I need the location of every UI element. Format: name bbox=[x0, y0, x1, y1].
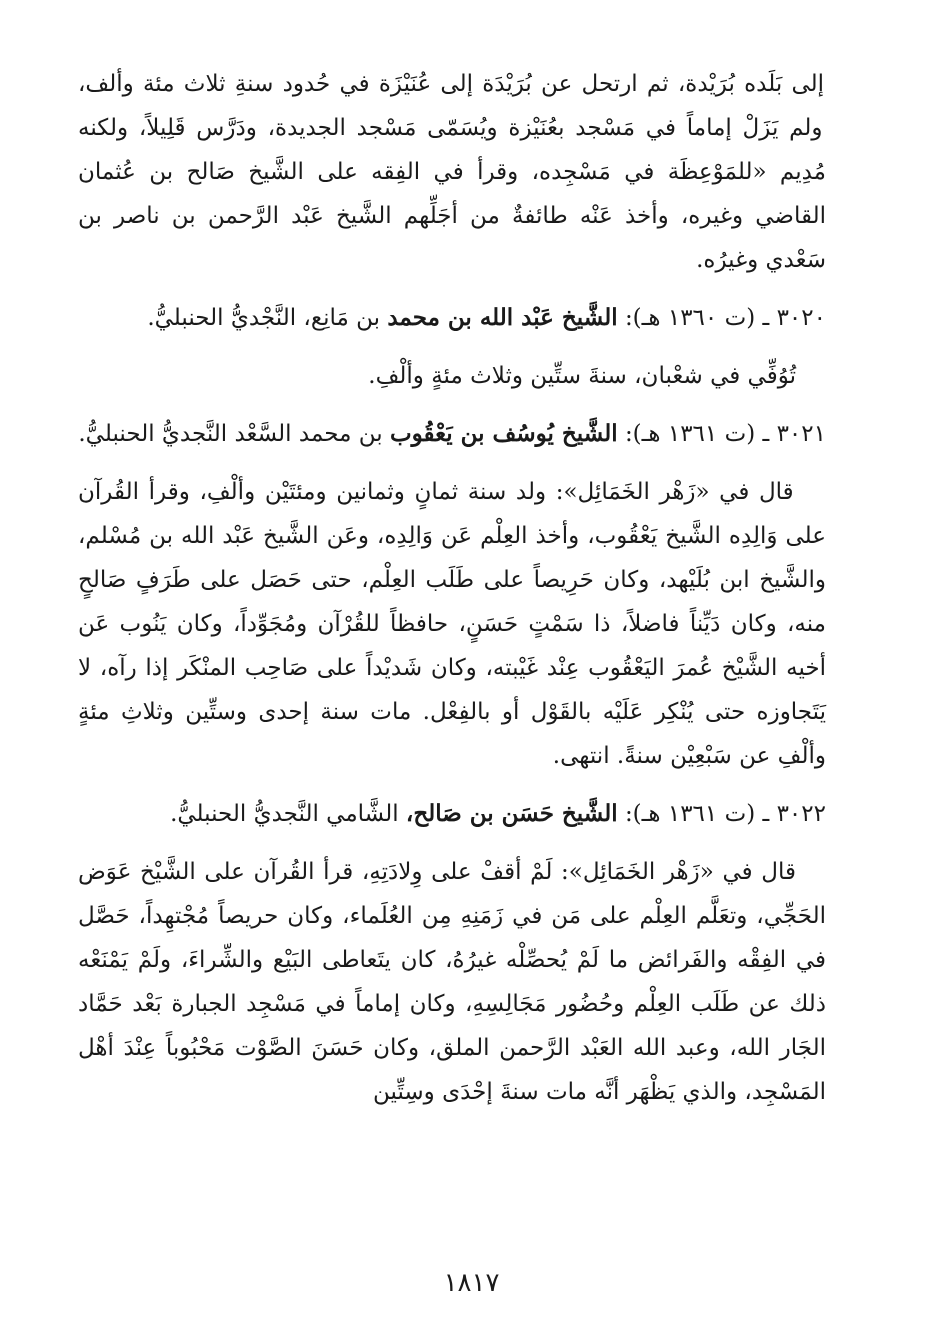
text-line: والشِّراءَ، ولَمْ يَمْنَعْه ذلك عن طَلَب العِلْم وحُضُور مَجَالِسِهِ، وكان إماماً في bbox=[78, 947, 827, 1017]
bio-continuation bbox=[78, 62, 826, 282]
entry-name: الشَّيخ يُوسُف بن يَعْقُوب bbox=[389, 420, 618, 447]
entry-number: ٣٠٢٠ ـ bbox=[762, 305, 826, 331]
entry-death-date: (ت ١٣٦١ هـ): bbox=[624, 421, 756, 447]
entry-heading-3022 bbox=[78, 792, 826, 836]
text-line: قال في «زَهْر الخَمَائِل»: ولد سنة ثمانٍ وثمانين ومئتَيْن وألْفِ، وقرأ القُرآن bbox=[78, 479, 794, 505]
text-line: مُسْلم، والشَّيخ ابن بُلَيْهد، وكان حَرِيصاً على طَلَب العِلْم، حتى حَصَل على bbox=[78, 523, 826, 593]
text-line: وستِّين وثلاثِ مئةٍ وألْفِ عن سَبْعِيْن سنةً. انتهى. bbox=[78, 699, 826, 769]
text-line: على وَالِدِه الشَّيخ يَعْقُوب، وأخذ العِلْم عَن وَالِدِه، وعَن الشَّيخ عَبْد الله بن bbox=[141, 523, 826, 549]
text-line: مَسْجِد الجبارة بَعْد حَمَّاد الجَار الله، وعبد الله العَبْد الرَّحمن الملق، وكان حَسَنَ bbox=[78, 991, 826, 1061]
page-number: ١٨١٧ bbox=[443, 1268, 500, 1298]
text-line: الصَّوْت مَحْبُوباً عِنْدَ أهْل المَسْجِد، والذي يَظْهَر أنَّه مات سنةَ إحْدَى وسِتِّين bbox=[78, 1035, 826, 1105]
entry-body-3021 bbox=[78, 470, 826, 778]
entry-heading-3021 bbox=[78, 412, 826, 456]
entry-body-3020 bbox=[78, 354, 826, 398]
entry-body-3022 bbox=[78, 850, 826, 1114]
entry-heading-3020 bbox=[78, 296, 826, 340]
text-line: عَوَض الحَجِّي، وتعَلَّم العِلْم على مَن في زَمَنِهِ مِن العُلَماء، وكان حريصاً bbox=[78, 859, 826, 929]
entry-number: ٣٠٢٢ ـ bbox=[762, 801, 826, 827]
entry-death-date: (ت ١٣٦٠ هـ): bbox=[624, 305, 756, 331]
entry-number: ٣٠٢١ ـ bbox=[762, 421, 826, 447]
book-page bbox=[78, 62, 826, 1312]
text-line: وكان يَنُوب عَن أخيه الشَّيْخ عُمرَ اليَعْقُوب عِنْد غَيْبته، وكان شَديْداً على صَاحِب bbox=[78, 611, 826, 681]
entry-death-date: (ت ١٣٦١ هـ): bbox=[624, 801, 756, 827]
text-line: مُدِيم «للمَوْعِظَة في مَسْجِده، وقرأ في الفِقه على الشَّيخ صَالح بن عُثمان القاضي bbox=[78, 159, 826, 229]
text-line: طَرَفٍ صَالحٍ منه، وكان دَيِّناً فاضلاً، ذا سَمْتٍ حَسَنٍ، حافظاً للقُرْآن ومُجَوِّداً، bbox=[78, 567, 826, 637]
entry-name: الشَّيخ حَسَن بن صَالح، bbox=[405, 800, 618, 827]
entry-name-rest: الشَّامي النَّجديُّ الحنبليُّ. bbox=[170, 801, 399, 827]
entry-name-rest: بن محمد السَّعْد النَّجديُّ الحنبليُّ. bbox=[78, 421, 383, 447]
text-line: وغيرُه. bbox=[696, 247, 759, 273]
text-line: إلى بَلَده بُرَيْدة، ثم ارتحل عن بُرَيْدَة إلى عُنَيْزَة في حُدود سنةِ ثلاث مئة وألف، bbox=[78, 71, 825, 97]
text-line: وغيره، وأخذ عَنْه طائفةٌ من أجَلِّهم الشَّيخ عَبْد الرَّحمن بن ناصر بن سَعْدي bbox=[78, 203, 826, 273]
entry-name: الشَّيخ عَبْد الله بن محمد bbox=[387, 304, 618, 331]
entry-name-rest: بن مَانِع، النَّجْديُّ الحنبليُّ. bbox=[147, 305, 381, 331]
text-line: ولم يَزَلْ إماماً في مَسْجد بعُنَيْزة ويُسَمّى مَسْجد الجديدة، ودَرَّس قَلِيلاً، ولكنه bbox=[78, 115, 823, 141]
text-line: مُجْتهِداً، حَصَّل في الفِقْه والفَرائض ما لَمْ يُحصِّلْه غيرُهُ، كان يتَعاطى البَيْع bbox=[78, 903, 827, 973]
text-line: المنْكَر إذا رآه، لا يَتَجاوزه حتى يُنْكِر عَلَيْه بالقَوْل أو بالفِعْل. مات سنة إحدى bbox=[78, 655, 826, 725]
text-line: تُوُفِّي في شعْبان، سنةَ ستِّين وثلاث مئةٍ وألْفِ. bbox=[368, 363, 796, 389]
text-line: قال في «زَهْر الخَمَائِل»: لَمْ أقفْ على وِلادَتِهِ، قرأ القُرآن على الشَّيْخ bbox=[131, 859, 796, 885]
